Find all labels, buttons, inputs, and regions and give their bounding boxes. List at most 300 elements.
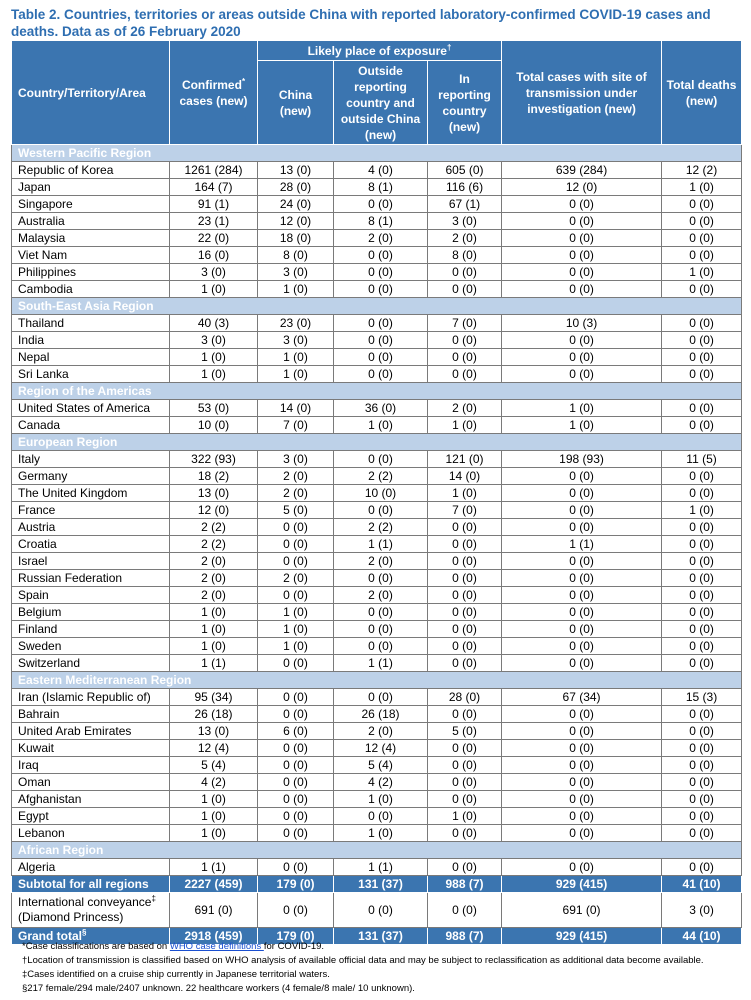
table-body bbox=[12, 145, 742, 945]
country-name: Finland bbox=[12, 621, 170, 638]
cell-china: 2 (0) bbox=[258, 468, 334, 485]
table-header bbox=[12, 41, 742, 145]
conveyance-china: 0 (0) bbox=[258, 893, 334, 928]
cell-deaths: 0 (0) bbox=[662, 536, 742, 553]
table-row bbox=[12, 315, 742, 332]
table-row bbox=[12, 179, 742, 196]
cell-investigation: 0 (0) bbox=[502, 706, 662, 723]
country-name: Thailand bbox=[12, 315, 170, 332]
table-row bbox=[12, 400, 742, 417]
cell-investigation: 0 (0) bbox=[502, 621, 662, 638]
cell-outside: 2 (2) bbox=[334, 468, 428, 485]
cell-investigation: 1 (1) bbox=[502, 536, 662, 553]
cell-confirmed: 322 (93) bbox=[170, 451, 258, 468]
cell-china: 2 (0) bbox=[258, 485, 334, 502]
cell-deaths: 1 (0) bbox=[662, 179, 742, 196]
cell-deaths: 0 (0) bbox=[662, 655, 742, 672]
table-row bbox=[12, 264, 742, 281]
cell-in-country: 0 (0) bbox=[428, 655, 502, 672]
table-row bbox=[12, 706, 742, 723]
table-row bbox=[12, 604, 742, 621]
cell-china: 2 (0) bbox=[258, 570, 334, 587]
cell-outside: 0 (0) bbox=[334, 281, 428, 298]
grand-total-confirmed: 2918 (459) bbox=[170, 928, 258, 945]
cell-outside: 0 (0) bbox=[334, 247, 428, 264]
cell-in-country: 0 (0) bbox=[428, 791, 502, 808]
cell-outside: 2 (0) bbox=[334, 587, 428, 604]
cell-investigation: 0 (0) bbox=[502, 281, 662, 298]
table-row bbox=[12, 485, 742, 502]
country-name: Austria bbox=[12, 519, 170, 536]
cell-in-country: 2 (0) bbox=[428, 400, 502, 417]
cell-outside: 26 (18) bbox=[334, 706, 428, 723]
grand-total-label: Grand total§ bbox=[12, 928, 170, 945]
cell-investigation: 0 (0) bbox=[502, 604, 662, 621]
conveyance-confirmed: 691 (0) bbox=[170, 893, 258, 928]
cell-china: 0 (0) bbox=[258, 553, 334, 570]
cell-in-country: 7 (0) bbox=[428, 502, 502, 519]
cell-investigation: 0 (0) bbox=[502, 332, 662, 349]
cell-in-country: 0 (0) bbox=[428, 757, 502, 774]
country-name: Croatia bbox=[12, 536, 170, 553]
covid-cases-table bbox=[11, 40, 742, 945]
cell-investigation: 0 (0) bbox=[502, 808, 662, 825]
cell-in-country: 0 (0) bbox=[428, 349, 502, 366]
cell-deaths: 0 (0) bbox=[662, 247, 742, 264]
region-header-row bbox=[12, 145, 742, 162]
cell-outside: 36 (0) bbox=[334, 400, 428, 417]
cell-investigation: 0 (0) bbox=[502, 553, 662, 570]
cell-confirmed: 16 (0) bbox=[170, 247, 258, 264]
subtotal-label: Subtotal for all regions bbox=[12, 876, 170, 893]
cell-outside: 0 (0) bbox=[334, 315, 428, 332]
cell-china: 24 (0) bbox=[258, 196, 334, 213]
cell-confirmed: 1 (0) bbox=[170, 638, 258, 655]
cell-deaths: 0 (0) bbox=[662, 621, 742, 638]
cell-china: 3 (0) bbox=[258, 264, 334, 281]
cell-china: 13 (0) bbox=[258, 162, 334, 179]
cell-confirmed: 1 (0) bbox=[170, 621, 258, 638]
cell-deaths: 0 (0) bbox=[662, 570, 742, 587]
cell-in-country: 0 (0) bbox=[428, 553, 502, 570]
cell-investigation: 0 (0) bbox=[502, 196, 662, 213]
table-row bbox=[12, 332, 742, 349]
cell-confirmed: 13 (0) bbox=[170, 723, 258, 740]
cell-china: 1 (0) bbox=[258, 621, 334, 638]
table-row bbox=[12, 808, 742, 825]
region-header-row bbox=[12, 298, 742, 315]
cell-investigation: 0 (0) bbox=[502, 740, 662, 757]
cell-investigation: 1 (0) bbox=[502, 417, 662, 434]
country-name: Germany bbox=[12, 468, 170, 485]
cell-in-country: 1 (0) bbox=[428, 808, 502, 825]
cell-confirmed: 1 (1) bbox=[170, 655, 258, 672]
country-name: Spain bbox=[12, 587, 170, 604]
cell-confirmed: 23 (1) bbox=[170, 213, 258, 230]
cell-deaths: 0 (0) bbox=[662, 281, 742, 298]
region-name: South-East Asia Region bbox=[12, 298, 742, 315]
cell-in-country: 0 (0) bbox=[428, 621, 502, 638]
cell-deaths: 0 (0) bbox=[662, 791, 742, 808]
cell-deaths: 1 (0) bbox=[662, 502, 742, 519]
table-row bbox=[12, 655, 742, 672]
cell-deaths: 0 (0) bbox=[662, 196, 742, 213]
cell-investigation: 0 (0) bbox=[502, 264, 662, 281]
country-name: Lebanon bbox=[12, 825, 170, 842]
region-header-row bbox=[12, 434, 742, 451]
cell-china: 1 (0) bbox=[258, 349, 334, 366]
footnote-demographics: §217 female/294 male/2407 unknown. 22 healthcare workers (4 female/8 male/ 10 unknown). bbox=[22, 983, 415, 994]
cell-investigation: 0 (0) bbox=[502, 485, 662, 502]
cell-in-country: 605 (0) bbox=[428, 162, 502, 179]
conveyance-investigation: 691 (0) bbox=[502, 893, 662, 928]
cell-in-country: 5 (0) bbox=[428, 723, 502, 740]
table-row bbox=[12, 213, 742, 230]
region-name: European Region bbox=[12, 434, 742, 451]
country-name: Algeria bbox=[12, 859, 170, 876]
cell-deaths: 0 (0) bbox=[662, 315, 742, 332]
conveyance-in-country: 0 (0) bbox=[428, 893, 502, 928]
cell-in-country: 0 (0) bbox=[428, 706, 502, 723]
cell-china: 0 (0) bbox=[258, 536, 334, 553]
cell-confirmed: 1 (0) bbox=[170, 791, 258, 808]
table-row bbox=[12, 196, 742, 213]
cell-in-country: 116 (6) bbox=[428, 179, 502, 196]
subtotal-confirmed: 2227 (459) bbox=[170, 876, 258, 893]
cell-outside: 4 (2) bbox=[334, 774, 428, 791]
cell-in-country: 0 (0) bbox=[428, 332, 502, 349]
cell-china: 1 (0) bbox=[258, 366, 334, 383]
cell-outside: 10 (0) bbox=[334, 485, 428, 502]
cell-investigation: 0 (0) bbox=[502, 570, 662, 587]
cell-investigation: 0 (0) bbox=[502, 723, 662, 740]
cell-confirmed: 2 (0) bbox=[170, 587, 258, 604]
cell-confirmed: 18 (2) bbox=[170, 468, 258, 485]
cell-investigation: 0 (0) bbox=[502, 791, 662, 808]
cell-confirmed: 3 (0) bbox=[170, 332, 258, 349]
cell-deaths: 0 (0) bbox=[662, 213, 742, 230]
conveyance-deaths: 3 (0) bbox=[662, 893, 742, 928]
country-name: The United Kingdom bbox=[12, 485, 170, 502]
cell-deaths: 0 (0) bbox=[662, 587, 742, 604]
cell-in-country: 0 (0) bbox=[428, 519, 502, 536]
cell-deaths: 0 (0) bbox=[662, 485, 742, 502]
country-name: Iraq bbox=[12, 757, 170, 774]
cell-deaths: 0 (0) bbox=[662, 332, 742, 349]
country-name: Republic of Korea bbox=[12, 162, 170, 179]
cell-outside: 1 (1) bbox=[334, 655, 428, 672]
conveyance-row bbox=[12, 893, 742, 928]
cell-in-country: 1 (0) bbox=[428, 417, 502, 434]
cell-china: 1 (0) bbox=[258, 638, 334, 655]
header-exposure-group: Likely place of exposure† bbox=[258, 41, 502, 61]
table-row bbox=[12, 638, 742, 655]
cell-china: 1 (0) bbox=[258, 281, 334, 298]
cell-china: 12 (0) bbox=[258, 213, 334, 230]
table-row bbox=[12, 587, 742, 604]
cell-china: 0 (0) bbox=[258, 808, 334, 825]
cell-in-country: 0 (0) bbox=[428, 859, 502, 876]
subtotal-china: 179 (0) bbox=[258, 876, 334, 893]
cell-deaths: 0 (0) bbox=[662, 706, 742, 723]
header-china: China (new) bbox=[258, 61, 334, 145]
country-name: United Arab Emirates bbox=[12, 723, 170, 740]
cell-in-country: 0 (0) bbox=[428, 264, 502, 281]
cell-in-country: 121 (0) bbox=[428, 451, 502, 468]
cell-investigation: 0 (0) bbox=[502, 655, 662, 672]
country-name: Italy bbox=[12, 451, 170, 468]
country-name: Egypt bbox=[12, 808, 170, 825]
country-name: Afghanistan bbox=[12, 791, 170, 808]
table-row bbox=[12, 366, 742, 383]
cell-deaths: 0 (0) bbox=[662, 757, 742, 774]
table-row bbox=[12, 553, 742, 570]
cell-china: 0 (0) bbox=[258, 757, 334, 774]
cell-china: 0 (0) bbox=[258, 706, 334, 723]
header-investigation: Total cases with site of transmission under investigation (new) bbox=[502, 41, 662, 145]
country-name: Kuwait bbox=[12, 740, 170, 757]
cell-china: 8 (0) bbox=[258, 247, 334, 264]
cell-china: 28 (0) bbox=[258, 179, 334, 196]
country-name: Philippines bbox=[12, 264, 170, 281]
cell-confirmed: 4 (2) bbox=[170, 774, 258, 791]
table-row bbox=[12, 417, 742, 434]
cell-in-country: 0 (0) bbox=[428, 604, 502, 621]
country-name: France bbox=[12, 502, 170, 519]
cell-outside: 8 (1) bbox=[334, 179, 428, 196]
footnotes bbox=[22, 940, 742, 996]
table-row bbox=[12, 519, 742, 536]
cell-deaths: 12 (2) bbox=[662, 162, 742, 179]
cell-china: 14 (0) bbox=[258, 400, 334, 417]
cell-investigation: 198 (93) bbox=[502, 451, 662, 468]
grand-total-china: 179 (0) bbox=[258, 928, 334, 945]
cell-confirmed: 1261 (284) bbox=[170, 162, 258, 179]
table-row bbox=[12, 281, 742, 298]
country-name: Nepal bbox=[12, 349, 170, 366]
table-row bbox=[12, 825, 742, 842]
cell-in-country: 0 (0) bbox=[428, 570, 502, 587]
cell-investigation: 0 (0) bbox=[502, 247, 662, 264]
cell-confirmed: 40 (3) bbox=[170, 315, 258, 332]
cell-deaths: 0 (0) bbox=[662, 723, 742, 740]
country-name: Cambodia bbox=[12, 281, 170, 298]
region-name: Eastern Mediterranean Region bbox=[12, 672, 742, 689]
cell-deaths: 0 (0) bbox=[662, 825, 742, 842]
cell-china: 23 (0) bbox=[258, 315, 334, 332]
country-name: Russian Federation bbox=[12, 570, 170, 587]
table-row bbox=[12, 621, 742, 638]
cell-investigation: 10 (3) bbox=[502, 315, 662, 332]
table-row bbox=[12, 162, 742, 179]
cell-china: 0 (0) bbox=[258, 791, 334, 808]
cell-investigation: 0 (0) bbox=[502, 774, 662, 791]
table-row bbox=[12, 570, 742, 587]
country-name: India bbox=[12, 332, 170, 349]
country-name: Switzerland bbox=[12, 655, 170, 672]
cell-outside: 0 (0) bbox=[334, 332, 428, 349]
cell-outside: 0 (0) bbox=[334, 689, 428, 706]
cell-in-country: 0 (0) bbox=[428, 825, 502, 842]
cell-outside: 2 (0) bbox=[334, 723, 428, 740]
cell-in-country: 14 (0) bbox=[428, 468, 502, 485]
table-row bbox=[12, 230, 742, 247]
cell-in-country: 0 (0) bbox=[428, 774, 502, 791]
table-row bbox=[12, 757, 742, 774]
cell-confirmed: 12 (0) bbox=[170, 502, 258, 519]
country-name: Australia bbox=[12, 213, 170, 230]
cell-deaths: 0 (0) bbox=[662, 366, 742, 383]
country-name: United States of America bbox=[12, 400, 170, 417]
cell-investigation: 12 (0) bbox=[502, 179, 662, 196]
cell-confirmed: 12 (4) bbox=[170, 740, 258, 757]
table-title: Table 2. Countries, territories or areas outside China with reported laboratory-confirmed COVID-19 cases and deaths. Data as of 26 February 2020 bbox=[11, 7, 711, 39]
subtotal-row bbox=[12, 876, 742, 893]
cell-china: 7 (0) bbox=[258, 417, 334, 434]
cell-in-country: 7 (0) bbox=[428, 315, 502, 332]
table-row bbox=[12, 859, 742, 876]
country-name: Belgium bbox=[12, 604, 170, 621]
cell-outside: 2 (0) bbox=[334, 230, 428, 247]
cell-china: 0 (0) bbox=[258, 587, 334, 604]
country-name: Bahrain bbox=[12, 706, 170, 723]
cell-investigation: 0 (0) bbox=[502, 213, 662, 230]
country-name: Iran (Islamic Republic of) bbox=[12, 689, 170, 706]
cell-confirmed: 95 (34) bbox=[170, 689, 258, 706]
region-name: African Region bbox=[12, 842, 742, 859]
cell-confirmed: 2 (2) bbox=[170, 536, 258, 553]
cell-outside: 5 (4) bbox=[334, 757, 428, 774]
table-row bbox=[12, 774, 742, 791]
grand-total-in-country: 988 (7) bbox=[428, 928, 502, 945]
cell-china: 18 (0) bbox=[258, 230, 334, 247]
table-row bbox=[12, 451, 742, 468]
country-name: Singapore bbox=[12, 196, 170, 213]
cell-investigation: 0 (0) bbox=[502, 825, 662, 842]
cell-outside: 0 (0) bbox=[334, 808, 428, 825]
cell-outside: 1 (1) bbox=[334, 536, 428, 553]
header-outside: Outside reporting country and outside China (new) bbox=[334, 61, 428, 145]
cell-deaths: 0 (0) bbox=[662, 417, 742, 434]
header-deaths: Total deaths (new) bbox=[662, 41, 742, 145]
cell-deaths: 0 (0) bbox=[662, 519, 742, 536]
cell-investigation: 0 (0) bbox=[502, 502, 662, 519]
cell-confirmed: 1 (0) bbox=[170, 281, 258, 298]
cell-confirmed: 5 (4) bbox=[170, 757, 258, 774]
cell-deaths: 0 (0) bbox=[662, 604, 742, 621]
cell-deaths: 0 (0) bbox=[662, 859, 742, 876]
footnote-cruise-ship: ‡Cases identified on a cruise ship currently in Japanese territorial waters. bbox=[22, 969, 330, 980]
cell-in-country: 0 (0) bbox=[428, 740, 502, 757]
country-name: Israel bbox=[12, 553, 170, 570]
country-name: Sweden bbox=[12, 638, 170, 655]
subtotal-outside: 131 (37) bbox=[334, 876, 428, 893]
cell-outside: 2 (0) bbox=[334, 553, 428, 570]
cell-confirmed: 1 (0) bbox=[170, 808, 258, 825]
cell-outside: 1 (0) bbox=[334, 417, 428, 434]
cell-investigation: 0 (0) bbox=[502, 349, 662, 366]
cell-deaths: 0 (0) bbox=[662, 740, 742, 757]
cell-china: 0 (0) bbox=[258, 774, 334, 791]
cell-china: 1 (0) bbox=[258, 604, 334, 621]
cell-investigation: 0 (0) bbox=[502, 638, 662, 655]
region-header-row bbox=[12, 383, 742, 400]
table-row bbox=[12, 723, 742, 740]
cell-confirmed: 13 (0) bbox=[170, 485, 258, 502]
subtotal-investigation: 929 (415) bbox=[502, 876, 662, 893]
cell-deaths: 0 (0) bbox=[662, 349, 742, 366]
cell-in-country: 0 (0) bbox=[428, 638, 502, 655]
cell-in-country: 0 (0) bbox=[428, 281, 502, 298]
table-row bbox=[12, 689, 742, 706]
footnote-location: †Location of transmission is classified based on WHO analysis of available official data and may be subject to reclassification as additional data become available. bbox=[22, 955, 704, 966]
cell-china: 3 (0) bbox=[258, 451, 334, 468]
region-header-row bbox=[12, 842, 742, 859]
cell-china: 0 (0) bbox=[258, 740, 334, 757]
who-case-definitions-link[interactable]: WHO case definitions bbox=[169, 941, 264, 952]
header-in-country: In reporting country (new) bbox=[428, 61, 502, 145]
cell-investigation: 1 (0) bbox=[502, 400, 662, 417]
footnote-case-classification: *Case classifications are based on WHO case definitions for COVID-19. bbox=[22, 941, 325, 952]
region-header-row bbox=[12, 672, 742, 689]
country-name: Viet Nam bbox=[12, 247, 170, 264]
country-name: Japan bbox=[12, 179, 170, 196]
cell-investigation: 67 (34) bbox=[502, 689, 662, 706]
cell-outside: 0 (0) bbox=[334, 196, 428, 213]
cell-china: 3 (0) bbox=[258, 332, 334, 349]
cell-outside: 1 (0) bbox=[334, 791, 428, 808]
cell-outside: 0 (0) bbox=[334, 638, 428, 655]
cell-confirmed: 1 (0) bbox=[170, 825, 258, 842]
cell-confirmed: 164 (7) bbox=[170, 179, 258, 196]
cell-outside: 12 (4) bbox=[334, 740, 428, 757]
cell-confirmed: 53 (0) bbox=[170, 400, 258, 417]
table-row bbox=[12, 247, 742, 264]
cell-in-country: 8 (0) bbox=[428, 247, 502, 264]
cell-deaths: 0 (0) bbox=[662, 808, 742, 825]
cell-confirmed: 2 (2) bbox=[170, 519, 258, 536]
table-row bbox=[12, 791, 742, 808]
cell-deaths: 0 (0) bbox=[662, 638, 742, 655]
cell-china: 0 (0) bbox=[258, 655, 334, 672]
table-row bbox=[12, 536, 742, 553]
cell-china: 0 (0) bbox=[258, 825, 334, 842]
cell-confirmed: 1 (0) bbox=[170, 349, 258, 366]
cell-outside: 0 (0) bbox=[334, 349, 428, 366]
cell-deaths: 15 (3) bbox=[662, 689, 742, 706]
cell-deaths: 0 (0) bbox=[662, 468, 742, 485]
cell-outside: 2 (2) bbox=[334, 519, 428, 536]
cell-confirmed: 26 (18) bbox=[170, 706, 258, 723]
grand-total-investigation: 929 (415) bbox=[502, 928, 662, 945]
country-name: Oman bbox=[12, 774, 170, 791]
cell-outside: 0 (0) bbox=[334, 366, 428, 383]
cell-confirmed: 2 (0) bbox=[170, 570, 258, 587]
country-name: Malaysia bbox=[12, 230, 170, 247]
cell-investigation: 0 (0) bbox=[502, 230, 662, 247]
cell-deaths: 0 (0) bbox=[662, 553, 742, 570]
cell-outside: 0 (0) bbox=[334, 264, 428, 281]
cell-investigation: 0 (0) bbox=[502, 757, 662, 774]
region-name: Western Pacific Region bbox=[12, 145, 742, 162]
cell-in-country: 2 (0) bbox=[428, 230, 502, 247]
table-row bbox=[12, 502, 742, 519]
conveyance-label: International conveyance‡ (Diamond Princess) bbox=[12, 893, 170, 928]
cell-china: 6 (0) bbox=[258, 723, 334, 740]
cell-confirmed: 2 (0) bbox=[170, 553, 258, 570]
cell-investigation: 0 (0) bbox=[502, 468, 662, 485]
cell-in-country: 28 (0) bbox=[428, 689, 502, 706]
